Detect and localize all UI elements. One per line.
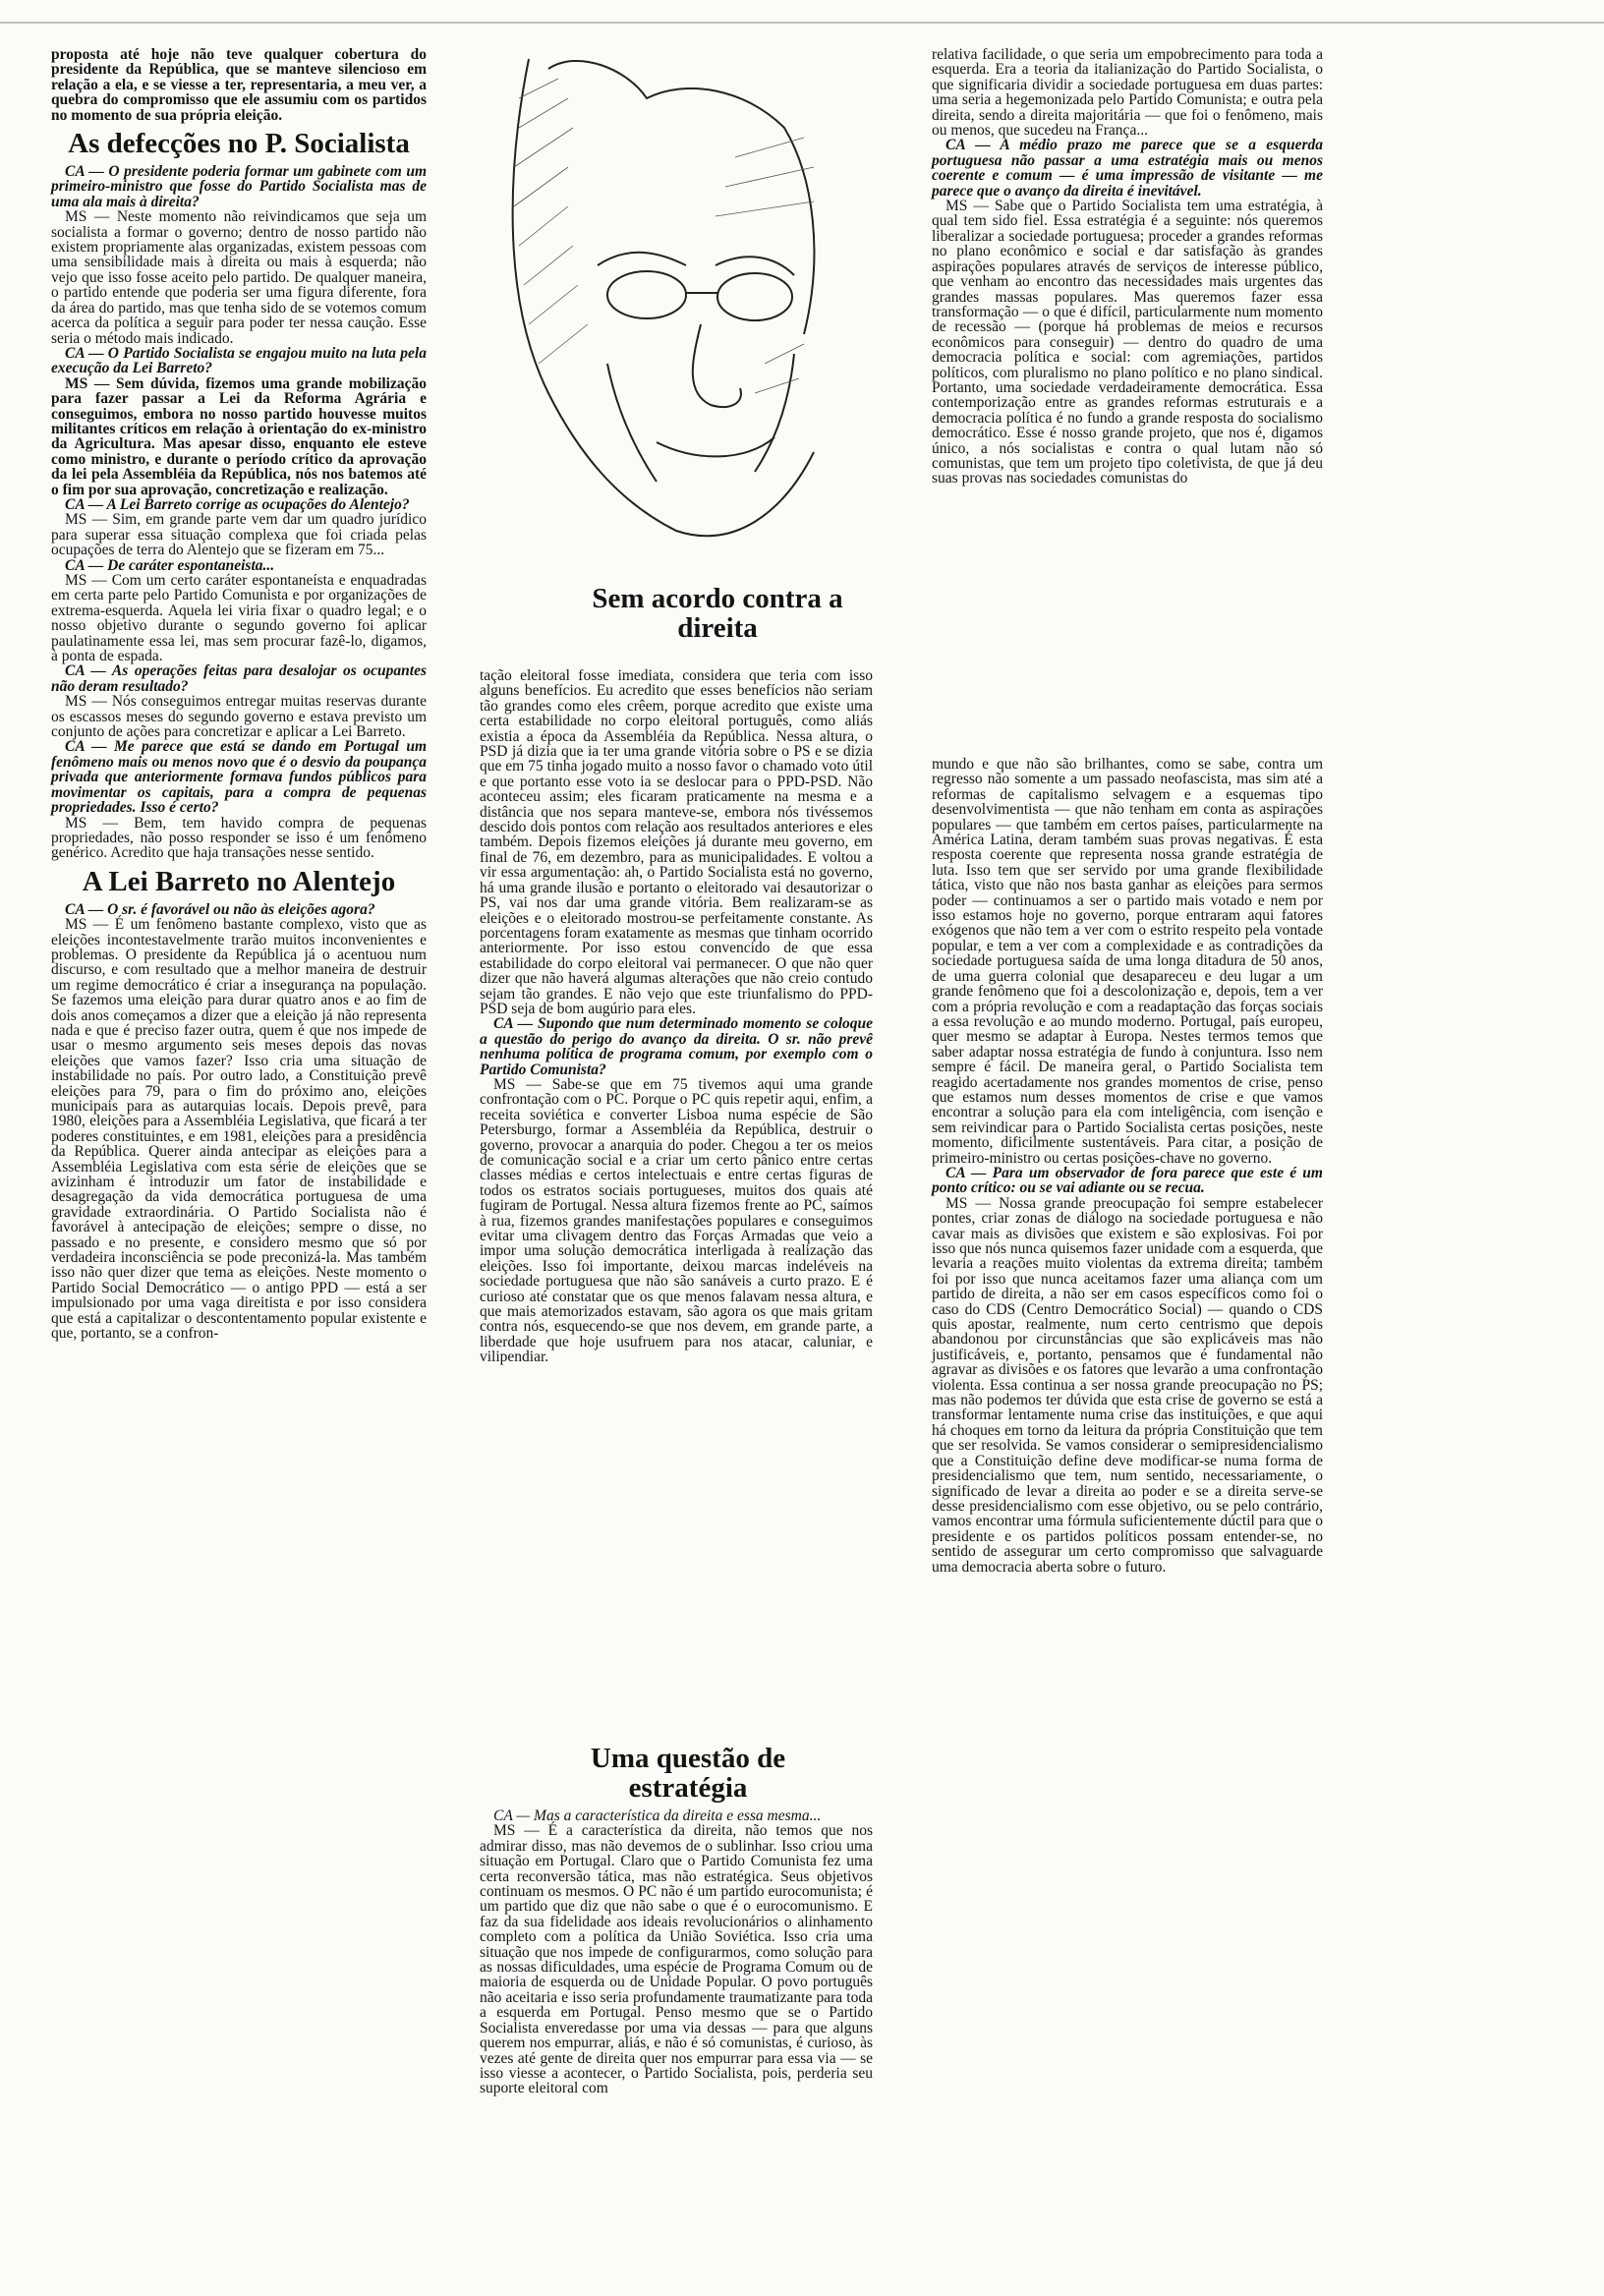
- answer-3: MS — Sim, em grande parte vem dar um quadro jurídico para superar essa situação complexa que foi criada pelas ocupações de terra do Alentejo que se fizeram em 75...: [51, 511, 427, 559]
- col3-answer-2: MS — Sabe que o Partido Socialista tem uma estratégia, à qual tem sido fiel. Essa estratégia é a seguinte: nós queremos liberalizar a sociedade portuguesa; proceder a grandes reformas no plano econômico e social e dar satisfação às grandes aspirações populares através de serviços de interesse público, que venham ao encontro das necessidades mais urgentes das grandes massas populares. Mas queremos fazer essa transformação — o que é difícil, particularmente num momento de recessão — (porque há problemas de meios e recursos econômicos para conseguir) — dentro do quadro de uma democracia política e social: com agremiações, partidos políticos, com pluralismo no plano político e no plano sindical. Portanto, uma sociedade verdadeiramente democrática. Essa contemporização entre as grandes reformas estruturais e a democracia política é no fundo a grande resposta do socialismo democrático. Esse é nosso grande projeto, que nos é, digamos único, a nós socialistas e contra o qual lutam não só comunistas, que tem um projeto tipo coletivista, de que já deu suas provas nas sociedades comunistas do: [932, 198, 1323, 488]
- question-7: CA — O sr. é favorável ou não às eleições agora?: [65, 900, 375, 918]
- heading-defeccoes: As defecções no P. Socialista: [68, 128, 410, 160]
- col3-question-2: CA — A médio prazo me parece que se a esquerda portuguesa não passar a uma estratégia mais ou menos coerente e comum — é uma impressão de visitante — me parece que o avanço da direita é inevitável.: [932, 137, 1323, 200]
- answer-5: MS — Nós conseguimos entregar muitas reservas durante os escassos meses do segundo governo e estava previsto um conjunto de ações para concretizar e aplicar a Lei Barreto.: [51, 693, 427, 741]
- question-1: CA — O presidente poderia formar um gabinete com um primeiro-ministro que fosse do Partido Socialista mas de uma ala mais à direita?: [51, 163, 427, 210]
- portrait-glasses-left: [607, 271, 686, 318]
- col2-answer-3: MS — É a característica da direita, não temos que nos admirar disso, mas não devemos de o sublinhar. Isso criou uma situação em Portugal. Claro que o Partido Comunista fez uma certa reconversão tática, mas não estratégica. Seus objetivos continuam os mesmos. O PC não é um partido eurocomunista; é um partido que diz que não sabe o que é o eurocomunismo. E faz da sua fidelidade aos ideais revolucionários o alinhamento completo com a política da União Soviética. Isso cria uma situação que nos impede de configurarmos, como solução para as nossas dificuldades, uma espécie de Programa Comum ou de maioria de esquerda ou de Unidade Popular. O povo português não aceitaria e isso seria profundamente traumatizante para toda a esquerda em Portugal. Penso mesmo que se o Partido Socialista enveredasse por uma via dessas — para que alguns querem nos empurrar, aliás, e não é só comunistas, é curioso, às vezes até gente de direita quer nos empurrar para essa via — se isso viesse a acontecer, o Partido Socialista, pois, perderia seu suporte eleitoral com: [480, 1822, 873, 2097]
- portrait-nose: [693, 324, 741, 407]
- heading-sem-acordo: Sem acordo contra a direita: [592, 583, 843, 644]
- question-4: CA — De caráter espontaneista...: [65, 556, 275, 574]
- portrait-hair: [548, 61, 814, 334]
- portrait-mouth: [657, 437, 774, 456]
- column-2: [480, 668, 873, 1365]
- col2-answer-1: tação eleitoral fosse imediata, considera que teria com isso alguns benefícios. Eu acredito que esses benefícios não seriam tão grandes como eles crêem, porque acredito que existe uma certa estabilidade no corpo eleitoral português, como aliás existia a época da Assembléia da República. Nessa altura, o PSD já dizia que ia ter uma grande vitória sobre o PS e se dizia que em 75 tinha jogado muito a nosso favor o chamado voto útil e que portanto esse voto ia se deslocar para o PPD-PSD. Não aconteceu assim; eles ficaram praticamente na mesma e a distância que nos separa manteve-se, embora nós tivéssemos descido dois pontos com relação aos resultados anteriores e eles também. Depois fizemos eleições já durante meu governo, em final de 76, em dezembro, para as municipalidades. E voltou a vir essa argumentação: ah, o Partido Socialista está no governo, há uma grande ilusão e portanto o eleitorado vai desautorizar o PS, vai nos dar uma grande vitória. Bem realizaram-se as eleições e o eleitorado mostrou-se perfeitamente constante. As porcentagens foram exatamente as mesmas que tinham ocorrido anteriormente. Por isso estou convencido de que essa estabilidade do corpo eleitoral vai permanecer. O que não quer dizer que não haverá algumas alterações que não creio contudo sejam tão grandes. E não vejo que este triunfalismo do PPD-PSD seja de bom augúrio para eles.: [480, 667, 873, 1017]
- column-1: [51, 47, 427, 1342]
- column-4: [932, 757, 1323, 1575]
- col2-question-2: CA — Supondo que num determinado momento se coloque a questão do perigo do avanço da direita. O sr. não prevê nenhuma política de programa comum, por exemplo com o Partido Comunista?: [480, 1015, 873, 1078]
- portrait-outline: [513, 59, 814, 536]
- col3-answer-1: relativa facilidade, o que seria um empobrecimento para toda a esquerda. Era a teoria da italianização do Partido Socialista, o que significaria dividir a sociedade portuguesa em duas partes: uma seria a hegemonizada pelo Partido Comunista; e outra pela direita, sendo a direita majoritária — que foi o fenômeno, mais ou menos, que sucedeu na França...: [932, 46, 1323, 140]
- col3-answer-4: MS — Nossa grande preocupação foi sempre estabelecer pontes, criar zonas de diálogo na sociedade portuguesa e não cavar mais as divisões que existem e são explosivas. Foi por isso que nós nunca quisemos fazer unidade com a esquerda, que levaria a reações muito violentas da extrema direita; também foi por isso que nunca aceitamos fazer uma aliança com um partido de direita, a não ser em casos específicos como foi o caso do CDS (Centro Democrático Social) — quando o CDS quis apostar, realmente, num certo centrismo que depois abandonou por circunstâncias que são explicáveis mas não justificáveis, e, portanto, pensamos que é fundamental não agravar as divisões e os fatores que levarão a uma confrontação violenta. Essa continua a ser nossa grande preocupação no PS; mas não podemos ter dúvida que esta crise de governo se está a transformar lentamente numa crise das instituições, e que aqui há choques em torno da leitura da própria Constituição que tem que ser resolvida. Se vamos considerar o semipresidencialismo que a Constituição define deve modificar-se numa forma de presidencialismo que tem, num sentido, necessariamente, o significado de levar a direita ao poder e se a direita serve-se desse presidencialismo com esse objetivo, ou se pelo contrário, vamos encontrar uma fórmula suficientemente dúctil para que o presidente e os partidos políticos possam entender-se, no sentido de assegurar um certo compromisso que salvaguarde uma democracia aberta sobre o futuro.: [932, 1194, 1323, 1576]
- answer-2: MS — Sem dúvida, fizemos uma grande mobilização para fazer passar a Lei da Reforma Agrária e conseguimos, embora no nosso partido houvesse muitos militantes críticos em relação à orientação do ex-ministro da Agricultura. Mas apesar disso, enquanto ele esteve como ministro, e durante o período crítico da aprovação da lei pela Assembléia da República, nós nos batemos até o fim por sua aprovação, concretização e realização.: [51, 374, 427, 498]
- intro-paragraph: proposta até hoje não teve qualquer cobertura do presidente da República, que se manteve silencioso em relação a ela, e se viesse a ter, representaria, a meu ver, a quebra do compromisso que ele assumiu com os partidos no momento de sua própria eleição.: [51, 46, 427, 124]
- answer-7: MS — É um fenômeno bastante complexo, visto que as eleições incontestavelmente trarão muitos inconvenientes e problemas. O presidente da República já o acentuou num discurso, e com resultado que a melhor maneira de destruir um regime democrático é criar a insegurança na população. Se fazemos uma eleição para durar quatro anos e ao fim de dois anos começamos a dizer que a eleição já não representa nada e que é preciso fazer outra, quem é que nos impede de usar o mesmo argumento seis meses depois das novas eleições que vamos fazer? Isso cria uma situação de instabilidade no país. Por outro lado, a Constituição prevê eleições para 79, para o fim do próximo ano, eleições municipais para as autarquias locais. Depois prevê, para 1980, eleições para a Assembléia Legislativa, que ficará a ter poderes constituintes, e em 1981, eleições para a presidência da República. Querer ainda antecipar as eleições para a Assembléia Legislativa com esta série de eleições que se avizinham é introduzir um fator de instabilidade e desagregação da vida democrática portuguesa de uma gravidade extraordinária. O Partido Socialista não é favorável à antecipação de eleições; sempre o disse, no passado e no presente, e considero mesmo que só por verdadeira inconsciência se pode preconizá-la. Mas também isso não quer dizer que tema as eleições. Neste momento o Partido Social Democrático — o antigo PPD — está a ser impulsionado por uma vaga direitista e por isso considera que está a capitalizar o descontentamento popular existente e que, portanto, se a confron-: [51, 916, 427, 1343]
- question-3: CA — A Lei Barreto corrige as ocupações do Alentejo?: [65, 495, 410, 513]
- answer-1: MS — Neste momento não reivindicamos que seja um socialista a formar o governo; dentro de nosso partido não existem propriamente alas organizadas, existem pessoas com uma sensibilidade mais à direita ou mais à esquerda; não vejo que isso fosse aceito pelo partido. De qualquer maneira, o partido entende que poderia ser uma figura diferente, fora da área do partido, mas que tenha sido de se votemos comum acerca da política a seguir para poder ter nessa caução. Esse seria o método mais indicado.: [51, 208, 427, 347]
- heading-questao-estrategia: Uma questão de estratégia: [590, 1743, 786, 1804]
- answer-4: MS — Com um certo caráter espontaneísta e enquadradas em certa parte pelo Partido Comunista e por organizações de extrema-esquerda. Aquela lei viria fixar o quadro legal; e o nosso objetivo durante o segundo governo foi aplicar paulatinamente essa lei, mas sem procurar fazê-lo, digamos, à ponta de espada.: [51, 572, 427, 665]
- top-page-rule: [0, 22, 1604, 24]
- question-2: CA — O Partido Socialista se engajou muito na luta pela execução da Lei Barreto?: [51, 344, 427, 377]
- portrait-drawing: [489, 39, 843, 580]
- heading-lei-barreto: A Lei Barreto no Alentejo: [82, 865, 396, 897]
- portrait-hatching: [514, 79, 588, 364]
- col2-answer-2: MS — Sabe-se que em 75 tivemos aqui uma grande confrontação com o PC. Porque o PC quis repetir aqui, enfim, a receita soviética e converter Lisboa numa espécie de São Petersburgo, formar a Assembléia da República, destruir o governo, provocar a anarquia do poder. Chegou a ter os meios de comunicação social e a criar um certo pânico entre certas classes médias e certos intelectuais e entre certas figuras de todos os estratos sociais portugueses, muitos dos quais até fugiram de Portugal. Nessa altura fizemos frente ao PC, saímos à rua, fizemos grandes manifestações populares e conseguimos evitar uma clivagem dentro das Forças Armadas que veio a impor uma solução democrática interligada à realização das eleições. Isso foi importante, deixou marcas indeléveis na sociedade portuguesa que não são sanáveis a curto prazo. E é curioso até constatar que os que menos falavam nessa altura, e que mais atemorizados estavam, são agora os que mais gritam contra nós, esquecendo-se que nos devem, em grande parte, a liberdade que hoje usufruem para nos atacar, caluniar, e vilipendiar.: [480, 1075, 873, 1366]
- column-3: [932, 47, 1323, 487]
- col3-question-4: CA — Para um observador de fora parece que este é um ponto crítico: ou se vai adiante ou se recua.: [932, 1164, 1323, 1197]
- col3-answer-3: mundo e que não são brilhantes, como se sabe, contra um regresso não somente a um passado neofascista, mas sim até a reformas de capitalismo selvagem e a esquemas tipo desenvolvimentista — que não tenham em conta as aspirações populares — que também em certos países, particularmente na América Latina, deram também suas provas negativas. É esta resposta coerente que representa nossa grande estratégia de luta. Isso tem que ser servido por uma grande flexibilidade tática, visto que não nos basta ganhar as eleições para sermos poder — continuamos a ser o partido mais votado e nem por isso estamos hoje no governo, porque entraram aqui fatores exógenos que não tem a ver com o estrito respeito pela vontade popular, e tem a ver com a complexidade e as contradições da sociedade portuguesa saída de uma longa ditadura de 50 anos, de uma guerra colonial que desapareceu e deu lugar a um grande fenômeno que foi a descolonização e, depois, tem a ver com a própria revolução e com a readaptação das forças sociais a essa revolução e ao mundo moderno. Portugal, país europeu, quer mesmo se adaptar à Europa. Nestes termos temos que saber adaptar nossa estratégia de fundo à conjuntura. Isso nem sempre é fácil. De maneira geral, o Partido Socialista tem reagido acertadamente nos grandes momentos de crise, penso que estamos num desses momentos de crise e que vamos encontrar a solução para ela com inteligência, com isenção e sem reivindicar para o Partido Socialista certas posições, neste momento, dificilmente sustentáveis. Para citar, a posição de primeiro-ministro ou certas posições-chave no governo.: [932, 756, 1323, 1167]
- question-5: CA — As operações feitas para desalojar os ocupantes não deram resultado?: [51, 662, 427, 695]
- portrait-hatching-right: [716, 138, 814, 393]
- column-2-lower: [480, 1808, 873, 2096]
- col2-question-3: CA — Mas a característica da direita e essa mesma...: [493, 1808, 822, 1824]
- portrait-cheek-right: [755, 354, 794, 472]
- portrait-glasses-right: [717, 273, 792, 320]
- portrait-brow-left: [598, 253, 686, 265]
- question-6: CA — Me parece que está se dando em Portugal um fenômeno mais ou menos novo que é o desvio da poupança privada que anteriormente formava fundos públicos para movimentar os capitais, para a compra de pequenas propriedades. Isso é certo?: [51, 738, 427, 817]
- answer-6: MS — Bem, tem havido compra de pequenas propriedades, não posso responder se isso é um fenômeno genérico. Acredito que haja transações nesse sentido.: [51, 814, 427, 862]
- portrait-cheek-left: [607, 364, 657, 482]
